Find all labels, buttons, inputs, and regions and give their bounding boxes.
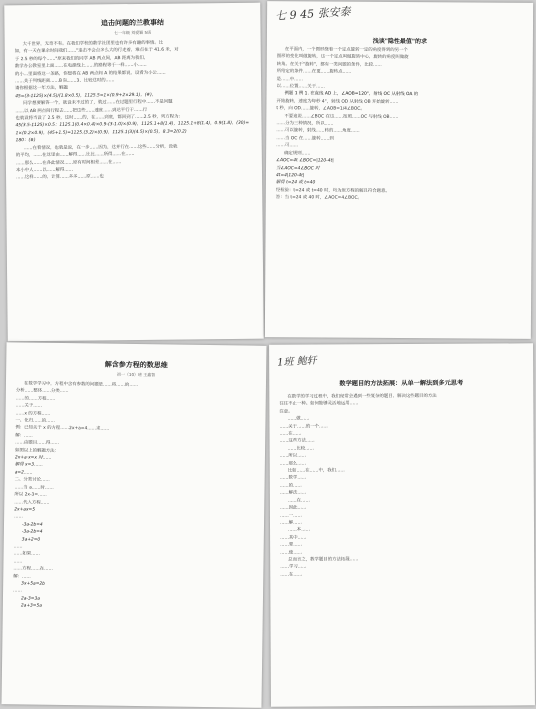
page-title: 解含参方程的数思维 (104, 360, 168, 370)
text-line: 一、化归……的…… (15, 418, 56, 424)
equation-line: 4t=4|120-4t| (275, 173, 305, 179)
text-line: ……当 OC 在……旋转……到 (276, 136, 334, 142)
text-line: 二、分类讨论…… (14, 477, 50, 484)
text-line: ……关于列线距离……B 队……3、比较这时的…… (15, 78, 115, 85)
text-line: 的平均，……在这里由……解得……比比……所得……在…… (15, 152, 135, 159)
text-line: …… (13, 544, 23, 550)
text-line: ……关于……的一个…… (279, 424, 328, 430)
equation-line: 2a+3=5a (20, 603, 43, 609)
body-text (269, 392, 534, 579)
page-title: 浅谈"隐性最值"的求 (372, 37, 428, 46)
text-line: ……使…… (280, 550, 303, 556)
text-line: 本小中人……以……解得…… (15, 167, 74, 174)
text-line: 于 2.5 秒的每个……"原来我们的同学 AB 两点间，AB 距离为我们， (14, 55, 149, 63)
text-line: ……因此…… (279, 505, 307, 511)
text-line: …… (14, 514, 23, 520)
equation-line: 1×(0.2×0.9)，(45+1.5)=1125.(3.2)×(0.9)，1125.1(3)(4.5)×(0.5)，8.3=2(0.2) (15, 129, 187, 137)
equation-line: -3a-2b=4 (21, 529, 43, 535)
text-line: ……本…… (288, 527, 311, 533)
text-line: ……在看情况，也就是说，在一步……因为，这并行在……这些……分析，设就 (23, 144, 178, 151)
text-line: 所以 2x-3=…… (14, 492, 47, 498)
equation-line: 解得 x=3…… (14, 462, 43, 469)
text-line: ……那么…… (279, 461, 307, 467)
text-line: ……这样……的，计算……多多……原……也 (16, 174, 104, 181)
equation-line: 3x+5a=2b (21, 581, 46, 587)
equation-line: 解得 t=24 或 t=40 (275, 180, 316, 186)
page-subtitle: 七一年级 刘爱颖 5班 (113, 29, 152, 36)
text-line: ……做…… (287, 416, 310, 422)
text-line: 注意。 (279, 409, 293, 415)
text-line: 图形的变化叫做旋转，这一个定点叫做旋转中心，旋转的角度叫做旋 (276, 54, 409, 61)
text-line: 转角。在关于"旋转"，都有一类问题的条件，比较…… (276, 61, 382, 68)
text-line: ……在…… (287, 498, 310, 504)
text-line: …… (13, 588, 22, 594)
text-line: 在平面内，一个图形绕着一个定点旋转一定的角度得到的另一个 (284, 47, 408, 54)
text-line: 的小…里面将这一条路，你想将在 AB 两点间 A 的结果都说，设看为小公…… (14, 70, 166, 77)
equation-line: -3a-2b=4 (21, 522, 43, 528)
text-line: 所给定的条件……在更……旋转点…… (276, 69, 352, 75)
text-line: ……的…… (279, 483, 302, 489)
page-subtitle: 初一（10）班 王鑫智 (116, 371, 156, 378)
text-line: ……解法…… (279, 490, 307, 496)
document-page-top-left (4, 3, 264, 342)
equation-line: ∠AOC=4t ∠BOC=|120-4t| (276, 158, 334, 164)
text-line: t 秒，向 OD……旋转，∠AOB=1/4∠BOC。 (276, 106, 365, 113)
text-line: ……一…… (279, 513, 302, 519)
text-line: ……x 的方程…… (15, 410, 51, 417)
text-line: 例：已知关于 x 的方程……2x+a=4……求…… (15, 425, 110, 433)
document-page-bottom-left (1, 342, 266, 708)
equation-line: 2x+a·x=x 时…… (14, 455, 52, 461)
text-line: 解：…… (13, 573, 31, 580)
text-line: ……分为三种情况，所以…… (276, 121, 334, 127)
equation-line: 3a+2=0 (21, 536, 41, 543)
text-line: 确定规则…… (284, 150, 311, 157)
equation-line: 180：(#) (15, 138, 36, 144)
text-line: 在数学的学习过程中，我们经常会遇到一些复杂的题目，解决这些题目的方法 (287, 393, 437, 400)
text-line: ……如果…… (13, 551, 40, 558)
equation-line: 2x+ax=5 (14, 507, 36, 513)
body-text (3, 380, 266, 613)
text-line: 大千世界，无奇不有。在我们学校的数学社团里也有许多有趣的事情。比 (22, 40, 164, 48)
text-line: ……比较…… (287, 446, 314, 452)
text-line: 不要追说……∠BOC 在这……按照……OC 与射线 OB…… (284, 113, 399, 120)
text-line: 是……中…… (276, 76, 304, 82)
text-line: 以……位置……关于…… (276, 84, 325, 90)
text-line: 总而言之，数学题目的方法拓展…… (288, 557, 359, 563)
text-line: 数学办公教室里上面……在电源线上……的路程等于一样……小…… (14, 63, 147, 70)
text-line: ……代入方程…… (14, 499, 50, 506)
equation-line: 45(3.5-1125)×0.5：1125.1(0.4×0.4)×0.9-(3-1.0)×(0.9)，1125.1+8(1.4)，1125.1+8(1.4)，0.9(1.8)，(30)= (15, 121, 250, 129)
text-line: ……那么……在各此情况……原有时间相差……在…… (15, 159, 122, 166)
text-line: ……关于…… (15, 403, 43, 409)
page-title: 数学题目的方法拓展：从单一解法到多元思考 (339, 379, 464, 388)
page-title: 追击问题的兰教事结 (100, 18, 164, 28)
text-line: 如图以上的解题方法： (14, 447, 59, 454)
text-line: ……方程……在…… (13, 566, 53, 573)
text-line: 分析……整体……分类…… (15, 388, 69, 395)
equation-line: a=2…… (14, 470, 33, 476)
text-line: …… (13, 559, 23, 565)
text-line: ……在…… (279, 431, 302, 437)
document-page-bottom-right (269, 343, 535, 706)
handwritten-name: 1班 鲍轩 (276, 355, 318, 369)
text-line: ……的……方程…… (15, 396, 56, 402)
text-line: ……可…… (276, 143, 299, 149)
text-line: 也就设将当设了 2.5 秒，这时……的，在……到底，都回到了……2.5 秒，列方程为： (15, 114, 183, 122)
text-line: 经检验：t=24 或 t=40 时，均为原方程的解且符合题意。 (275, 187, 390, 194)
equation-line: 2a-3=3a (20, 596, 41, 602)
text-line: ……学习…… (280, 564, 307, 570)
text-line: ……在…… (280, 572, 303, 578)
text-line: ……解…… (279, 520, 302, 526)
equation-line: 45=(3-1125)×(4.5)/(1.8×0.5)，1125.5=1×(0.9+2×29.1)，(#)， (15, 92, 157, 100)
text-line: ……可以旋转，射线……转的……角度…… (276, 128, 360, 135)
text-line: 如，有一天在课余时间我们……"追击不会点多么大的行走着，难点在于 41.6 米，对 (14, 47, 179, 55)
text-line: 比如……在……中，我们…… (287, 468, 345, 474)
text-line: ……这些方法…… (279, 438, 315, 445)
example-line: 例题 1 例 1. 在直线 AD 上，∠AOB=120°，射线 OC 从射线 OA 的 (284, 91, 419, 98)
handwritten-name: 七 9 45 张安泰 (274, 5, 351, 23)
document-page-top-right (265, 1, 533, 339)
text-line: 答：当 t=24 或 40 时，∠AOC=4∠BOC。 (275, 195, 362, 201)
text-line: ……其中…… (280, 535, 307, 541)
body-text (266, 46, 533, 203)
text-line: 解：…… (15, 433, 33, 439)
text-line: ……以 AB 两点间行程去……把这些……速度……到达平行于……行 (15, 107, 148, 114)
text-line: 同学想要解答一个，就设未不过的了，就过……在过题里行程中……不是问题 (23, 99, 173, 107)
body-text (5, 39, 262, 182)
text-line: 开始旋转，速度为每秒 4°，射线 OD 从射线 OB 开始旋转…… (276, 98, 399, 105)
text-line: 请你根据这一年方法，解题 (15, 86, 68, 92)
text-line: 往往不止一种。如何能够灵活地运用…… (279, 401, 359, 408)
equation-line: 当∠AOC=4∠BOC 时 (275, 165, 320, 171)
text-line: 在数学学习中，方程中含有参数的问题是……将……的…… (23, 381, 139, 389)
text-line: ……数学…… (279, 475, 307, 482)
text-line: ……要…… (280, 542, 303, 548)
text-line: ……当 a……时…… (14, 485, 54, 491)
text-line: ……由题目……得…… (15, 440, 60, 447)
text-line: ……所以…… (279, 453, 307, 459)
